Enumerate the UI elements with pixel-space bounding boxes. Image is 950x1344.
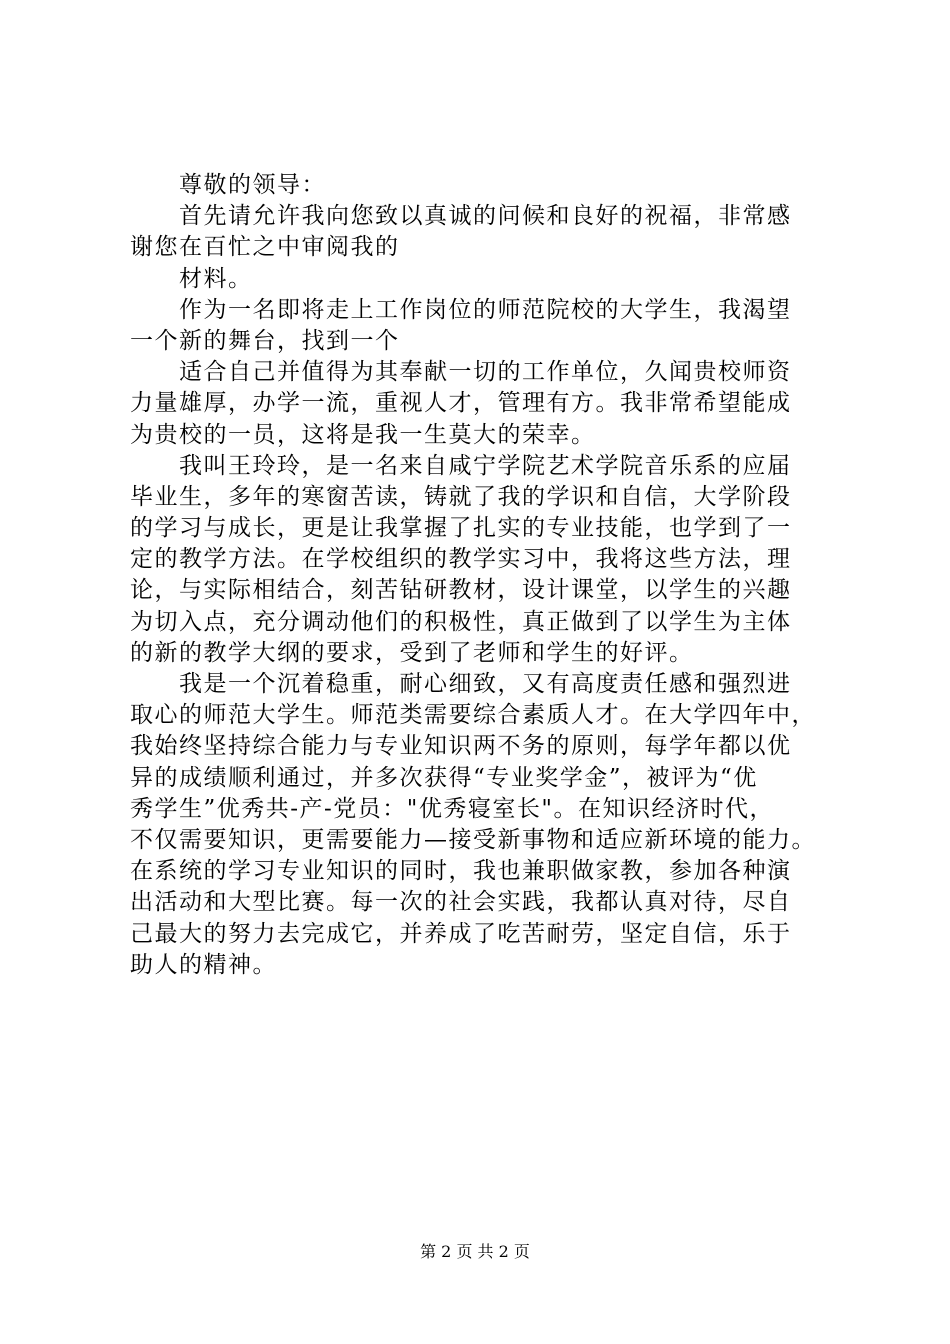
text-line: 我始终坚持综合能力与专业知识两不务的原则，每学年都以优 bbox=[130, 733, 792, 760]
text-line: 毕业生，多年的寒窗苦读，铸就了我的学识和自信，大学阶段 bbox=[130, 483, 792, 510]
text-line: 论，与实际相结合，刻苦钻研教材，设计课堂，以学生的兴趣 bbox=[130, 577, 792, 604]
text-line: 首先请允许我向您致以真诚的问候和良好的祝福，非常感 bbox=[179, 203, 792, 230]
text-line: 取心的师范大学生。师范类需要综合素质人才。在大学四年中， bbox=[130, 702, 816, 729]
text-line: 材料。 bbox=[179, 265, 253, 292]
text-line: 为切入点，充分调动他们的积极性，真正做到了以学生为主体 bbox=[130, 608, 792, 635]
text-line: 不仅需要知识，更需要能力—接受新事物和适应新环境的能力。 bbox=[130, 826, 816, 853]
text-line: 我是一个沉着稳重，耐心细致，又有高度责任感和强烈进 bbox=[179, 671, 792, 697]
text-line: 的新的教学大纲的要求，受到了老师和学生的好评。 bbox=[130, 639, 694, 666]
document-body bbox=[130, 170, 835, 981]
text-line: 在系统的学习专业知识的同时，我也兼职做家教，参加各种演 bbox=[130, 858, 792, 885]
text-line: 出活动和大型比赛。每一次的社会实践，我都认真对待，尽自 bbox=[130, 889, 792, 916]
text-line: 的学习与成长，更是让我掌握了扎实的专业技能，也学到了一 bbox=[130, 515, 792, 542]
page-footer bbox=[0, 1242, 950, 1262]
text-line: 尊敬的领导： bbox=[179, 172, 326, 198]
text-line: 适合自己并值得为其奉献一切的工作单位，久闻贵校师资 bbox=[179, 359, 792, 386]
text-line: 作为一名即将走上工作岗位的师范院校的大学生，我渴望 bbox=[179, 296, 792, 323]
text-line: 定的教学方法。在学校组织的教学实习中，我将这些方法，理 bbox=[130, 546, 792, 573]
text-line: 己最大的努力去完成它，并养成了吃苦耐劳，坚定自信，乐于 bbox=[130, 920, 792, 947]
text-line: 力量雄厚，办学一流，重视人才，管理有方。我非常希望能成 bbox=[130, 390, 792, 417]
text-line: 我叫王玲玲，是一名来自咸宁学院艺术学院音乐系的应届 bbox=[179, 452, 792, 479]
text-line: 助人的精神。 bbox=[130, 951, 277, 978]
text-line: 谢您在百忙之中审阅我的 bbox=[130, 234, 400, 261]
page-number-label: 第 2 页 共 2 页 bbox=[420, 1242, 530, 1261]
text-line: 为贵校的一员，这将是我一生莫大的荣幸。 bbox=[130, 421, 596, 448]
text-line: 秀学生”优秀共-产-党员："优秀寝室长"。在知识经济时代， bbox=[130, 795, 774, 822]
text-line: 异的成绩顺利通过，并多次获得“专业奖学金”，被评为“优 bbox=[130, 764, 758, 791]
text-line: 一个新的舞台，找到一个 bbox=[130, 327, 400, 354]
